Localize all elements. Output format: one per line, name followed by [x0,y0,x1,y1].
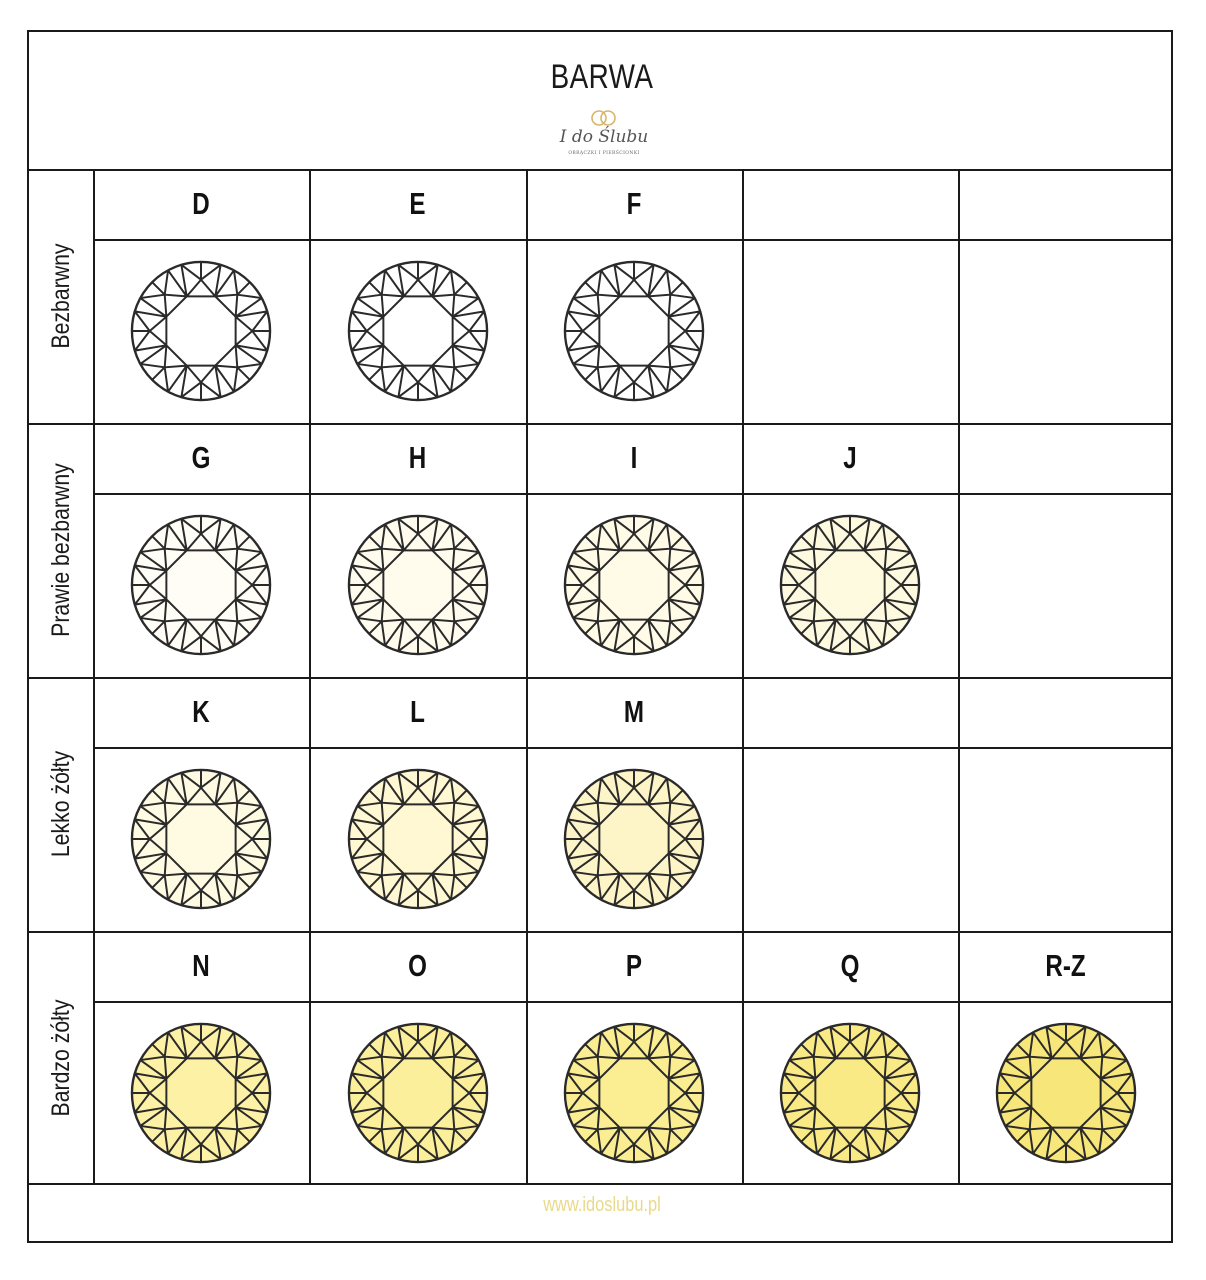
divider-line [93,747,1171,749]
grade-label: N [192,948,210,983]
grade-label: J [843,440,857,475]
divider-line [93,169,95,1183]
row-label: Prawie bezbarwny [47,463,75,637]
grade-label: H [408,440,427,475]
row-label: Lekko żółty [47,750,75,858]
diamond-icon [561,1020,707,1166]
grade-label: D [192,186,210,221]
diamond-icon [128,1020,274,1166]
grade-label: Q [840,948,860,983]
diamond-icon [993,1020,1139,1166]
grade-label: I [630,440,638,475]
divider-line [958,169,960,1183]
footer-url: www.idoslubu.pl [543,1194,661,1216]
logo-script: I do Ślubu [559,127,649,147]
grade-label: R-Z [1045,948,1086,983]
grade-label: O [408,948,427,983]
grade-label: F [626,186,642,221]
diamond-icon [128,512,274,658]
divider-line [742,169,744,1183]
divider-line [93,493,1171,495]
divider-line [309,169,311,1183]
grade-label: K [192,694,210,729]
diamond-icon [777,1020,923,1166]
brand-logo [549,104,659,160]
grade-label: P [625,948,643,983]
row-label: Bezbarwny [47,243,75,349]
grade-label: M [623,694,645,729]
row-label: Bardzo żółty [47,999,75,1117]
diamond-icon [345,512,491,658]
diamond-icon [561,512,707,658]
color-grade-chart [27,30,1173,1243]
diamond-icon [345,766,491,912]
wedding-rings-icon [592,111,615,125]
diamond-icon [128,258,274,404]
grade-label: E [409,186,426,221]
grade-label: G [191,440,211,475]
divider-line [526,169,528,1183]
diamond-icon [561,766,707,912]
diamond-icon [345,258,491,404]
diamond-icon [777,512,923,658]
logo-tagline: OBRĄCZKI I PIERŚCIONKI [568,151,640,156]
diamond-icon [561,258,707,404]
divider-line [93,239,1171,241]
diamond-icon [128,766,274,912]
diamond-icon [345,1020,491,1166]
divider-line [29,1183,1171,1185]
chart-title: BARWA [550,58,654,96]
grade-label: L [410,694,425,729]
divider-line [93,1001,1171,1003]
